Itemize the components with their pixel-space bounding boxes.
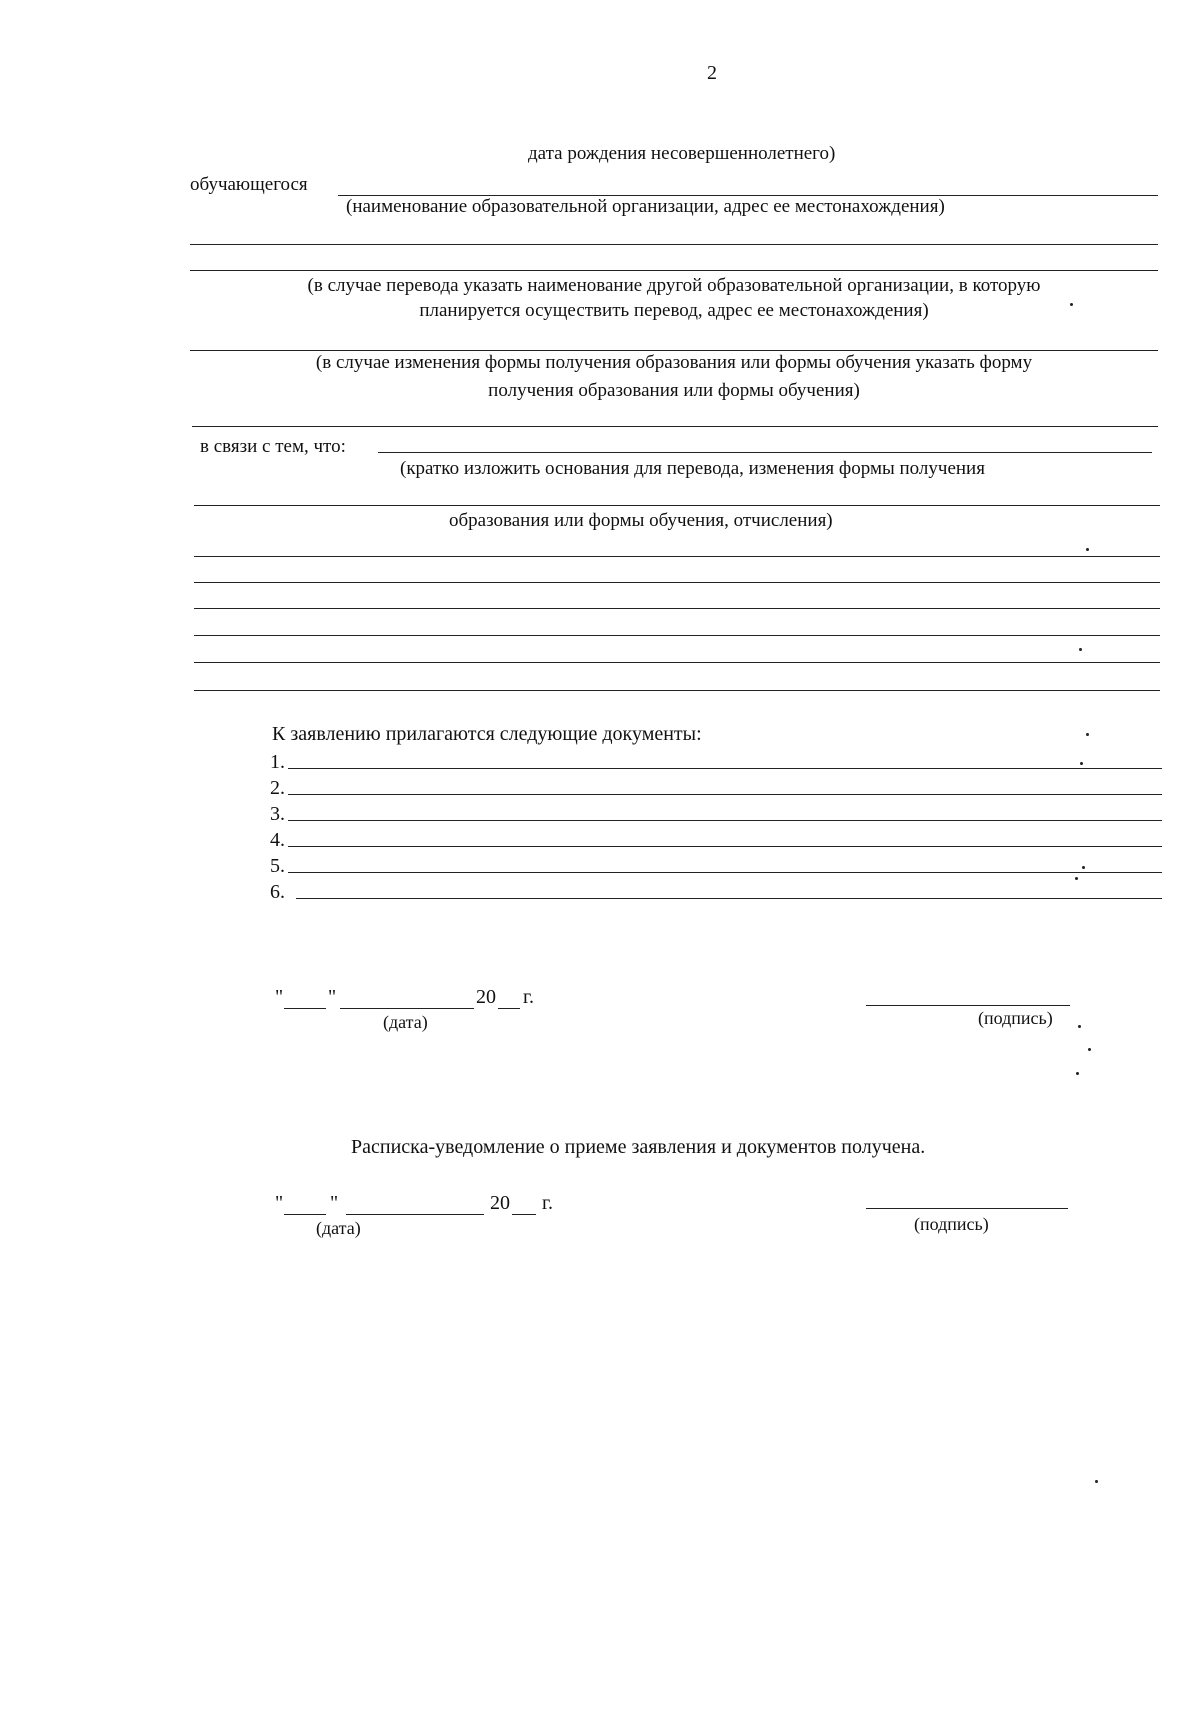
attachment-line-1[interactable] [288,768,1162,769]
birth-date-hint: дата рождения несовершеннолетнего) [528,143,836,164]
reason-label: в связи с тем, что: [200,436,346,457]
scan-speck [1075,877,1078,880]
form-line[interactable] [190,350,1158,351]
date-label: (дата) [383,1012,428,1032]
org-line-2[interactable] [190,244,1158,245]
reason-line-8[interactable] [194,690,1160,691]
scan-speck [1078,1025,1081,1028]
receipt-quote-open: " [275,1192,284,1214]
date-year-field[interactable] [498,1008,520,1009]
signature-field[interactable] [866,1005,1070,1006]
reason-line-4[interactable] [194,582,1160,583]
form-hint-2: получения образования или формы обучения) [488,380,860,401]
date-quote-close: " [328,986,337,1008]
transfer-hint-1: (в случае перевода указать наименование другой образовательной организации, в которую [307,275,1041,296]
scan-speck [1086,733,1089,736]
receipt-quote-close: " [330,1192,339,1214]
receipt-year-suffix: г. [542,1192,553,1214]
student-label: обучающегося [190,174,308,195]
reason-line-5[interactable] [194,608,1160,609]
scan-speck [1070,303,1073,306]
form-line-2[interactable] [192,426,1158,427]
attachment-line-4[interactable] [288,846,1162,847]
attachment-item-number: 5. [270,855,285,877]
reason-line-2[interactable] [194,505,1160,506]
attachment-line-2[interactable] [288,794,1162,795]
attachment-line-3[interactable] [288,820,1162,821]
attachments-title: К заявлению прилагаются следующие документы: [272,723,702,745]
attachment-item-number: 4. [270,829,285,851]
transfer-hint-2: планируется осуществить перевод, адрес ее местонахождения) [419,300,929,321]
scan-speck [1082,866,1085,869]
signature-label: (подпись) [978,1008,1053,1028]
reason-hint-2: образования или формы обучения, отчисления) [449,510,833,531]
scan-speck [1080,762,1083,765]
transfer-line[interactable] [190,270,1158,271]
reason-line-6[interactable] [194,635,1160,636]
receipt-day-field[interactable] [284,1214,326,1215]
attachment-item-number: 6. [270,881,285,903]
attachment-item-number: 1. [270,751,285,773]
attachment-line-5[interactable] [288,872,1162,873]
scan-speck [1076,1072,1079,1075]
attachment-item-number: 2. [270,777,285,799]
receipt-year-field[interactable] [512,1214,536,1215]
scan-speck [1079,648,1082,651]
receipt-month-field[interactable] [346,1214,484,1215]
date-year-suffix: г. [523,986,534,1008]
reason-line-3[interactable] [194,556,1160,557]
reason-hint-1: (кратко изложить основания для перевода, изменения формы получения [400,458,985,479]
scan-speck [1086,548,1089,551]
date-quote-open: " [275,986,284,1008]
receipt-date-label: (дата) [316,1218,361,1238]
receipt-title: Расписка-уведомление о приеме заявления и документов получена. [351,1136,926,1158]
reason-line-1[interactable] [378,452,1152,453]
page-number: 2 [707,62,717,84]
receipt-signature-label: (подпись) [914,1214,989,1234]
attachment-line-6[interactable] [296,898,1162,899]
date-day-field[interactable] [284,1008,326,1009]
receipt-year-prefix: 20 [490,1192,510,1214]
form-hint-1: (в случае изменения формы получения образования или формы обучения указать форму [315,352,1033,373]
date-month-field[interactable] [340,1008,474,1009]
attachment-item-number: 3. [270,803,285,825]
reason-line-7[interactable] [194,662,1160,663]
org-hint: (наименование образовательной организации, адрес ее местонахождения) [346,196,945,217]
date-year-prefix: 20 [476,986,496,1008]
scan-speck [1095,1480,1098,1483]
receipt-signature-field[interactable] [866,1208,1068,1209]
scan-speck [1088,1048,1091,1051]
